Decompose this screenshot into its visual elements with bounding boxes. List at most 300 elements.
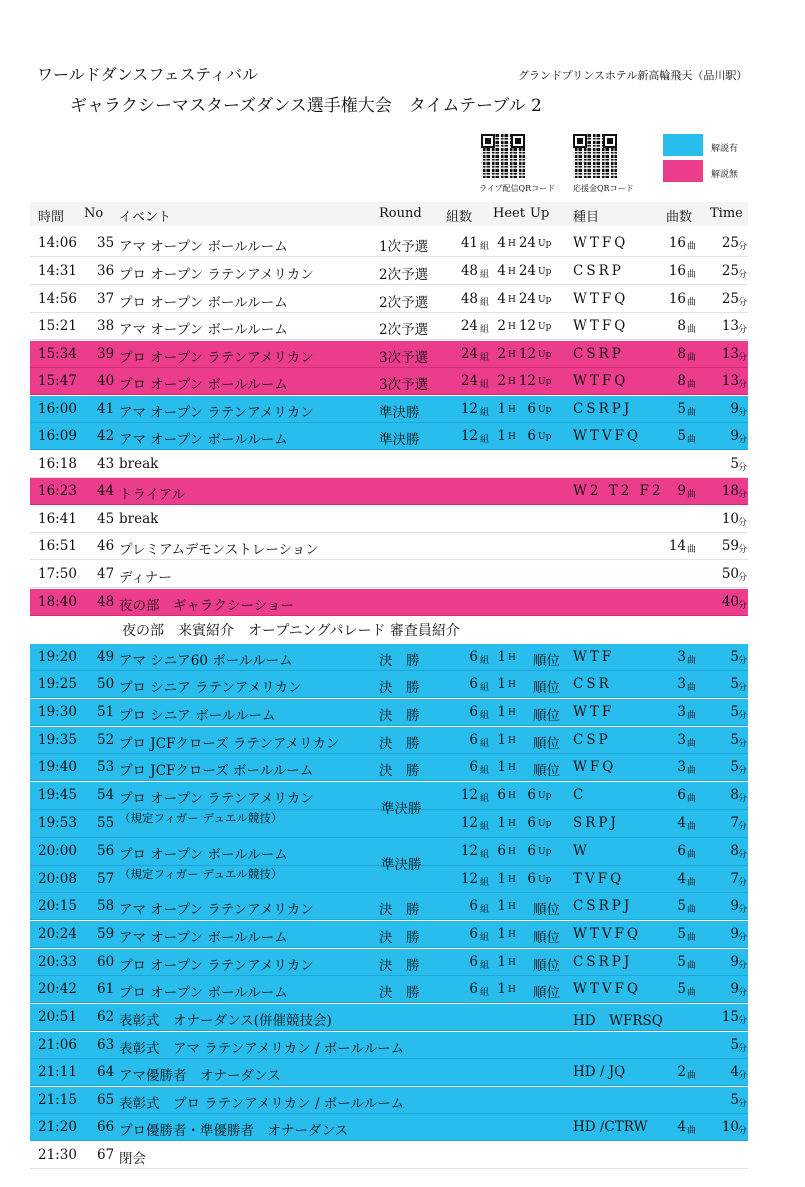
row-groups: 12 [460,815,478,831]
row-song-count: 5 [677,926,686,942]
row-duration: 59 [721,538,739,554]
unit-group: 組 [480,850,490,860]
legend-without-commentary-swatch [663,160,703,182]
row-time: 21:20 [38,1119,77,1135]
unit-song: 曲 [687,545,697,555]
row-time: 19:45 [38,787,77,803]
unit-minute: 分 [738,380,748,390]
unit-minute: 分 [738,1126,748,1136]
row-dances: CSRPJ [573,898,633,914]
row-song-count: 4 [677,1119,686,1135]
row-round: 1次予選 [379,239,429,255]
row-duration: 13 [721,373,739,389]
row-heat: 1 [497,898,506,914]
row-duration: 8 [730,843,739,859]
unit-up: Up [538,875,552,885]
row-time: 15:47 [38,373,77,389]
row-groups: 12 [460,787,478,803]
row-round: 決 勝 [379,763,420,779]
unit-group: 組 [480,988,490,998]
row-time: 18:40 [38,594,77,610]
row-duration: 25 [721,291,739,307]
table-row [30,893,748,920]
row-event: アマ オープン ラテンアメリカン [119,405,314,421]
unit-minute: 分 [738,878,748,888]
row-event: プロ オープン ボールルーム [119,377,288,393]
row-duration: 7 [730,815,739,831]
row-event: アマ シニア60 ボールルーム [119,653,293,669]
document-subtitle: ギャラクシーマスターズダンス選手権大会 タイムテーブル 2 [70,96,542,116]
unit-heat: H [508,763,516,773]
row-time: 21:11 [38,1064,77,1080]
row-order: 順位 [533,736,560,752]
unit-song: 曲 [687,298,697,308]
table-row [30,1004,748,1031]
legend-without-commentary-label: 解説無 [711,170,739,180]
row-honor-dances: HD / JQ [573,1064,626,1080]
row-honor-dances: HD WFRSQ [573,1013,663,1029]
row-groups: 48 [460,291,478,307]
unit-group: 組 [480,961,490,971]
row-number: 35 [97,235,115,251]
row-time: 19:40 [38,759,77,775]
row-song-count: 5 [677,428,686,444]
row-number: 39 [97,346,115,362]
table-row [30,699,748,726]
row-up: 24 [518,235,536,251]
row-number: 65 [97,1092,115,1108]
row-time: 14:06 [38,235,77,251]
row-heat: 1 [497,676,506,692]
row-time: 19:30 [38,704,77,720]
live-qr-caption: ライブ配信QRコード [479,184,556,193]
unit-song: 曲 [687,850,697,860]
row-round: 2次予選 [379,267,429,283]
row-order: 順位 [533,930,560,946]
row-round: 準決勝 [379,432,420,448]
unit-heat: H [508,322,516,332]
row-heat: 1 [497,759,506,775]
row-duration: 9 [730,926,739,942]
unit-minute: 分 [738,270,748,280]
table-row [30,1114,748,1141]
unit-heat: H [508,653,516,663]
row-dances: WTF [573,704,615,720]
row-number: 62 [97,1009,115,1025]
unit-minute: 分 [738,463,748,473]
unit-minute: 分 [738,905,748,915]
unit-song: 曲 [687,656,697,666]
row-order: 順位 [533,653,560,669]
row-duration: 25 [721,235,739,251]
unit-up: Up [538,267,552,277]
row-event: トライアル [119,487,186,503]
row-number: 48 [97,594,115,610]
row-round: 決 勝 [379,958,420,974]
row-song-count: 4 [677,871,686,887]
row-order: 順位 [533,763,560,779]
unit-minute: 分 [738,850,748,860]
row-dances: CSRP [573,346,624,362]
unit-heat: H [508,405,516,415]
row-time: 16:23 [38,483,77,499]
row-order: 順位 [533,985,560,1001]
row-duration: 4 [730,1064,739,1080]
unit-heat: H [508,295,516,305]
table-row [30,1142,748,1169]
row-heat: 1 [497,954,506,970]
row-event: プロ優勝者・準優勝者 オナーダンス [119,1123,349,1139]
unit-group: 組 [480,878,490,888]
row-round: 決 勝 [379,708,420,724]
unit-song: 曲 [687,325,697,335]
table-row [30,1032,748,1059]
row-groups: 6 [469,676,478,692]
unit-group: 組 [480,933,490,943]
col-up: Up [530,206,550,221]
row-dances: CSRP [573,263,624,279]
row-dances: CSR [573,676,612,692]
row-time: 20:15 [38,898,77,914]
row-dances: WTFQ [573,318,629,334]
unit-song: 曲 [687,353,697,363]
row-number: 44 [97,483,115,499]
table-row [30,671,748,698]
unit-song: 曲 [687,435,697,445]
row-round: 決 勝 [379,736,420,752]
row-time: 20:24 [38,926,77,942]
unit-song: 曲 [687,380,697,390]
row-dances: WTVFQ [573,428,642,444]
legend-with-commentary-swatch [663,134,703,156]
unit-heat: H [508,847,516,857]
row-event: break [119,456,159,472]
row-order: 順位 [533,708,560,724]
row-dances: CSP [573,732,611,748]
row-song-count: 3 [677,704,686,720]
row-dances: WFQ [573,759,617,775]
row-event: プロ オープン ボールルーム [119,847,288,863]
row-number: 54 [97,787,115,803]
row-groups: 24 [460,346,478,362]
unit-group: 組 [480,794,490,804]
row-duration: 5 [730,704,739,720]
row-duration: 5 [730,676,739,692]
merged-round-2: 準決勝 [381,857,422,873]
row-song-count: 8 [677,346,686,362]
unit-heat: H [508,791,516,801]
row-heat: 1 [497,428,506,444]
row-groups: 6 [469,704,478,720]
unit-group: 組 [480,656,490,666]
row-song-count: 8 [677,318,686,334]
unit-up: Up [538,432,552,442]
row-round: 準決勝 [379,405,420,421]
unit-song: 曲 [687,822,697,832]
row-duration: 10 [721,1119,739,1135]
row-event: プロ オープン ラテンアメリカン [119,267,314,283]
table-row [30,230,748,257]
row-up: 12 [518,373,536,389]
row-heat: 2 [497,373,506,389]
unit-minute: 分 [738,656,748,666]
row-heat: 1 [497,871,506,887]
row-event: プロ JCFクローズ ボールルーム [119,763,314,779]
row-round: 2次予選 [379,295,429,311]
row-number: 38 [97,318,115,334]
table-row [30,644,748,671]
row-up: 24 [518,291,536,307]
unit-minute: 分 [738,739,748,749]
row-song-count: 14 [668,538,686,554]
row-number: 66 [97,1119,115,1135]
row-duration: 25 [721,263,739,279]
row-heat: 1 [497,926,506,942]
unit-group: 組 [480,298,490,308]
col-round: Round [379,206,422,221]
row-duration: 50 [721,566,739,582]
row-event: break [119,511,159,527]
table-row [30,533,748,560]
unit-song: 曲 [687,961,697,971]
row-event: 表彰式 アマ ラテンアメリカン / ボールルーム [119,1041,405,1057]
row-time: 16:51 [38,538,77,554]
support-qr-code [573,134,617,178]
row-event: 表彰式 オナーダンス(併催競技会) [119,1013,332,1029]
venue-label: グランドプリンスホテル新高輪飛天（品川駅） [518,69,748,82]
row-number: 41 [97,401,115,417]
row-number: 60 [97,954,115,970]
unit-minute: 分 [738,408,748,418]
unit-heat: H [508,930,516,940]
unit-up: Up [538,350,552,360]
unit-minute: 分 [738,794,748,804]
row-time: 19:53 [38,815,77,831]
row-up: 12 [518,318,536,334]
unit-group: 組 [480,408,490,418]
row-duration: 5 [730,732,739,748]
row-song-count: 6 [677,787,686,803]
row-heat: 1 [497,401,506,417]
row-groups: 12 [460,428,478,444]
row-dances: CSRPJ [573,401,633,417]
row-song-count: 3 [677,732,686,748]
table-row [30,976,748,1003]
night-session-note: 夜の部 来賓紹介 オープニングパレード 審査員紹介 [122,623,460,639]
unit-song: 曲 [687,933,697,943]
row-up: 12 [518,346,536,362]
row-number: 53 [97,759,115,775]
row-event: 閉会 [119,1151,146,1167]
row-time: 20:00 [38,843,77,859]
row-dances: WTFQ [573,291,629,307]
row-groups: 41 [460,235,478,251]
unit-minute: 分 [738,325,748,335]
row-order: 順位 [533,680,560,696]
unit-heat: H [508,875,516,885]
unit-up: Up [538,322,552,332]
row-song-count: 3 [677,649,686,665]
table-row [30,921,748,948]
row-groups: 12 [460,401,478,417]
row-event: プロ オープン ボールルーム [119,985,288,1001]
table-row [30,478,748,505]
table-row [30,341,748,368]
row-song-count: 3 [677,676,686,692]
unit-heat: H [508,736,516,746]
unit-heat: H [508,239,516,249]
row-dances: WTFQ [573,373,629,389]
row-heat: 4 [497,235,506,251]
row-groups: 6 [469,898,478,914]
row-round: 決 勝 [379,930,420,946]
document-title: ワールドダンスフェスティバル [37,65,258,84]
row-number: 64 [97,1064,115,1080]
unit-song: 曲 [687,905,697,915]
row-song-count: 6 [677,843,686,859]
row-number: 59 [97,926,115,942]
row-number: 42 [97,428,115,444]
row-duration: 9 [730,898,739,914]
row-up: 6 [527,843,536,859]
unit-song: 曲 [687,408,697,418]
row-groups: 6 [469,759,478,775]
unit-up: Up [538,239,552,249]
table-row [30,396,748,423]
row-groups: 6 [469,649,478,665]
unit-group: 組 [480,270,490,280]
row-time: 21:15 [38,1092,77,1108]
unit-heat: H [508,432,516,442]
row-duration: 5 [730,456,739,472]
row-time: 15:34 [38,346,77,362]
row-time: 16:41 [38,511,77,527]
unit-minute: 分 [738,601,748,611]
unit-minute: 分 [738,518,748,528]
row-event: プロ シニア ボールルーム [119,708,276,724]
row-groups: 6 [469,926,478,942]
row-heat: 2 [497,318,506,334]
row-duration: 9 [730,401,739,417]
row-event: アマ オープン ラテンアメリカン [119,902,314,918]
unit-minute: 分 [738,1016,748,1026]
support-qr-caption: 応援金QRコード [573,184,634,193]
row-song-count: 16 [668,291,686,307]
legend-with-commentary-label: 解説有 [711,144,739,154]
unit-heat: H [508,267,516,277]
unit-up: Up [538,819,552,829]
table-row [30,506,748,533]
table-row [30,561,748,588]
unit-group: 組 [480,822,490,832]
row-duration: 5 [730,1092,739,1108]
table-row [30,949,748,976]
table-row [30,1087,748,1114]
row-song-count: 3 [677,759,686,775]
row-event: プロ オープン ボールルーム [119,295,288,311]
row-up: 6 [527,787,536,803]
row-time: 16:09 [38,428,77,444]
row-heat: 1 [497,815,506,831]
unit-heat: H [508,902,516,912]
unit-group: 組 [480,683,490,693]
unit-song: 曲 [687,766,697,776]
unit-group: 組 [480,242,490,252]
col-no: No [84,206,104,221]
row-heat: 1 [497,649,506,665]
row-event: アマ オープン ボールルーム [119,930,288,946]
row-song-count: 16 [668,235,686,251]
compulsory-figure-note-2: （規定フィガー デュエル競技） [119,867,283,881]
col-event: イベント [119,210,172,225]
unit-song: 曲 [687,490,697,500]
unit-minute: 分 [738,933,748,943]
row-number: 43 [97,456,115,472]
row-heat: 4 [497,263,506,279]
row-event: アマ オープン ボールルーム [119,322,288,338]
row-dances: W2 T2 F2 [573,483,664,499]
col-time: 時間 [38,210,65,225]
row-time: 20:42 [38,981,77,997]
row-round: 決 勝 [379,653,420,669]
unit-group: 組 [480,353,490,363]
row-groups: 6 [469,732,478,748]
row-number: 45 [97,511,115,527]
unit-heat: H [508,958,516,968]
row-time: 19:20 [38,649,77,665]
unit-song: 曲 [687,242,697,252]
row-number: 40 [97,373,115,389]
row-number: 46 [97,538,115,554]
row-song-count: 8 [677,373,686,389]
row-event: ディナー [119,570,172,586]
row-up: 6 [527,428,536,444]
row-groups: 12 [460,843,478,859]
unit-minute: 分 [738,683,748,693]
unit-heat: H [508,377,516,387]
unit-minute: 分 [738,353,748,363]
row-event: プロ シニア ラテンアメリカン [119,680,302,696]
table-row [30,589,748,616]
unit-group: 組 [480,766,490,776]
unit-minute: 分 [738,545,748,555]
row-dances: WTVFQ [573,981,642,997]
row-number: 47 [97,566,115,582]
row-song-count: 5 [677,898,686,914]
row-time: 19:35 [38,732,77,748]
unit-heat: H [508,819,516,829]
row-duration: 5 [730,649,739,665]
row-up: 6 [527,401,536,417]
row-order: 順位 [533,958,560,974]
unit-song: 曲 [687,739,697,749]
unit-song: 曲 [687,878,697,888]
unit-up: Up [538,405,552,415]
unit-minute: 分 [738,242,748,252]
row-dances: WTVFQ [573,926,642,942]
unit-group: 組 [480,711,490,721]
row-event: 夜の部 ギャラクシーショー [119,598,294,614]
row-duration: 8 [730,787,739,803]
row-order: 順位 [533,902,560,918]
unit-heat: H [508,708,516,718]
row-round: 3次予選 [379,377,429,393]
row-time: 19:25 [38,676,77,692]
row-dances: SRPJ [573,815,619,831]
row-groups: 48 [460,263,478,279]
unit-group: 組 [480,435,490,445]
row-duration: 18 [721,483,739,499]
